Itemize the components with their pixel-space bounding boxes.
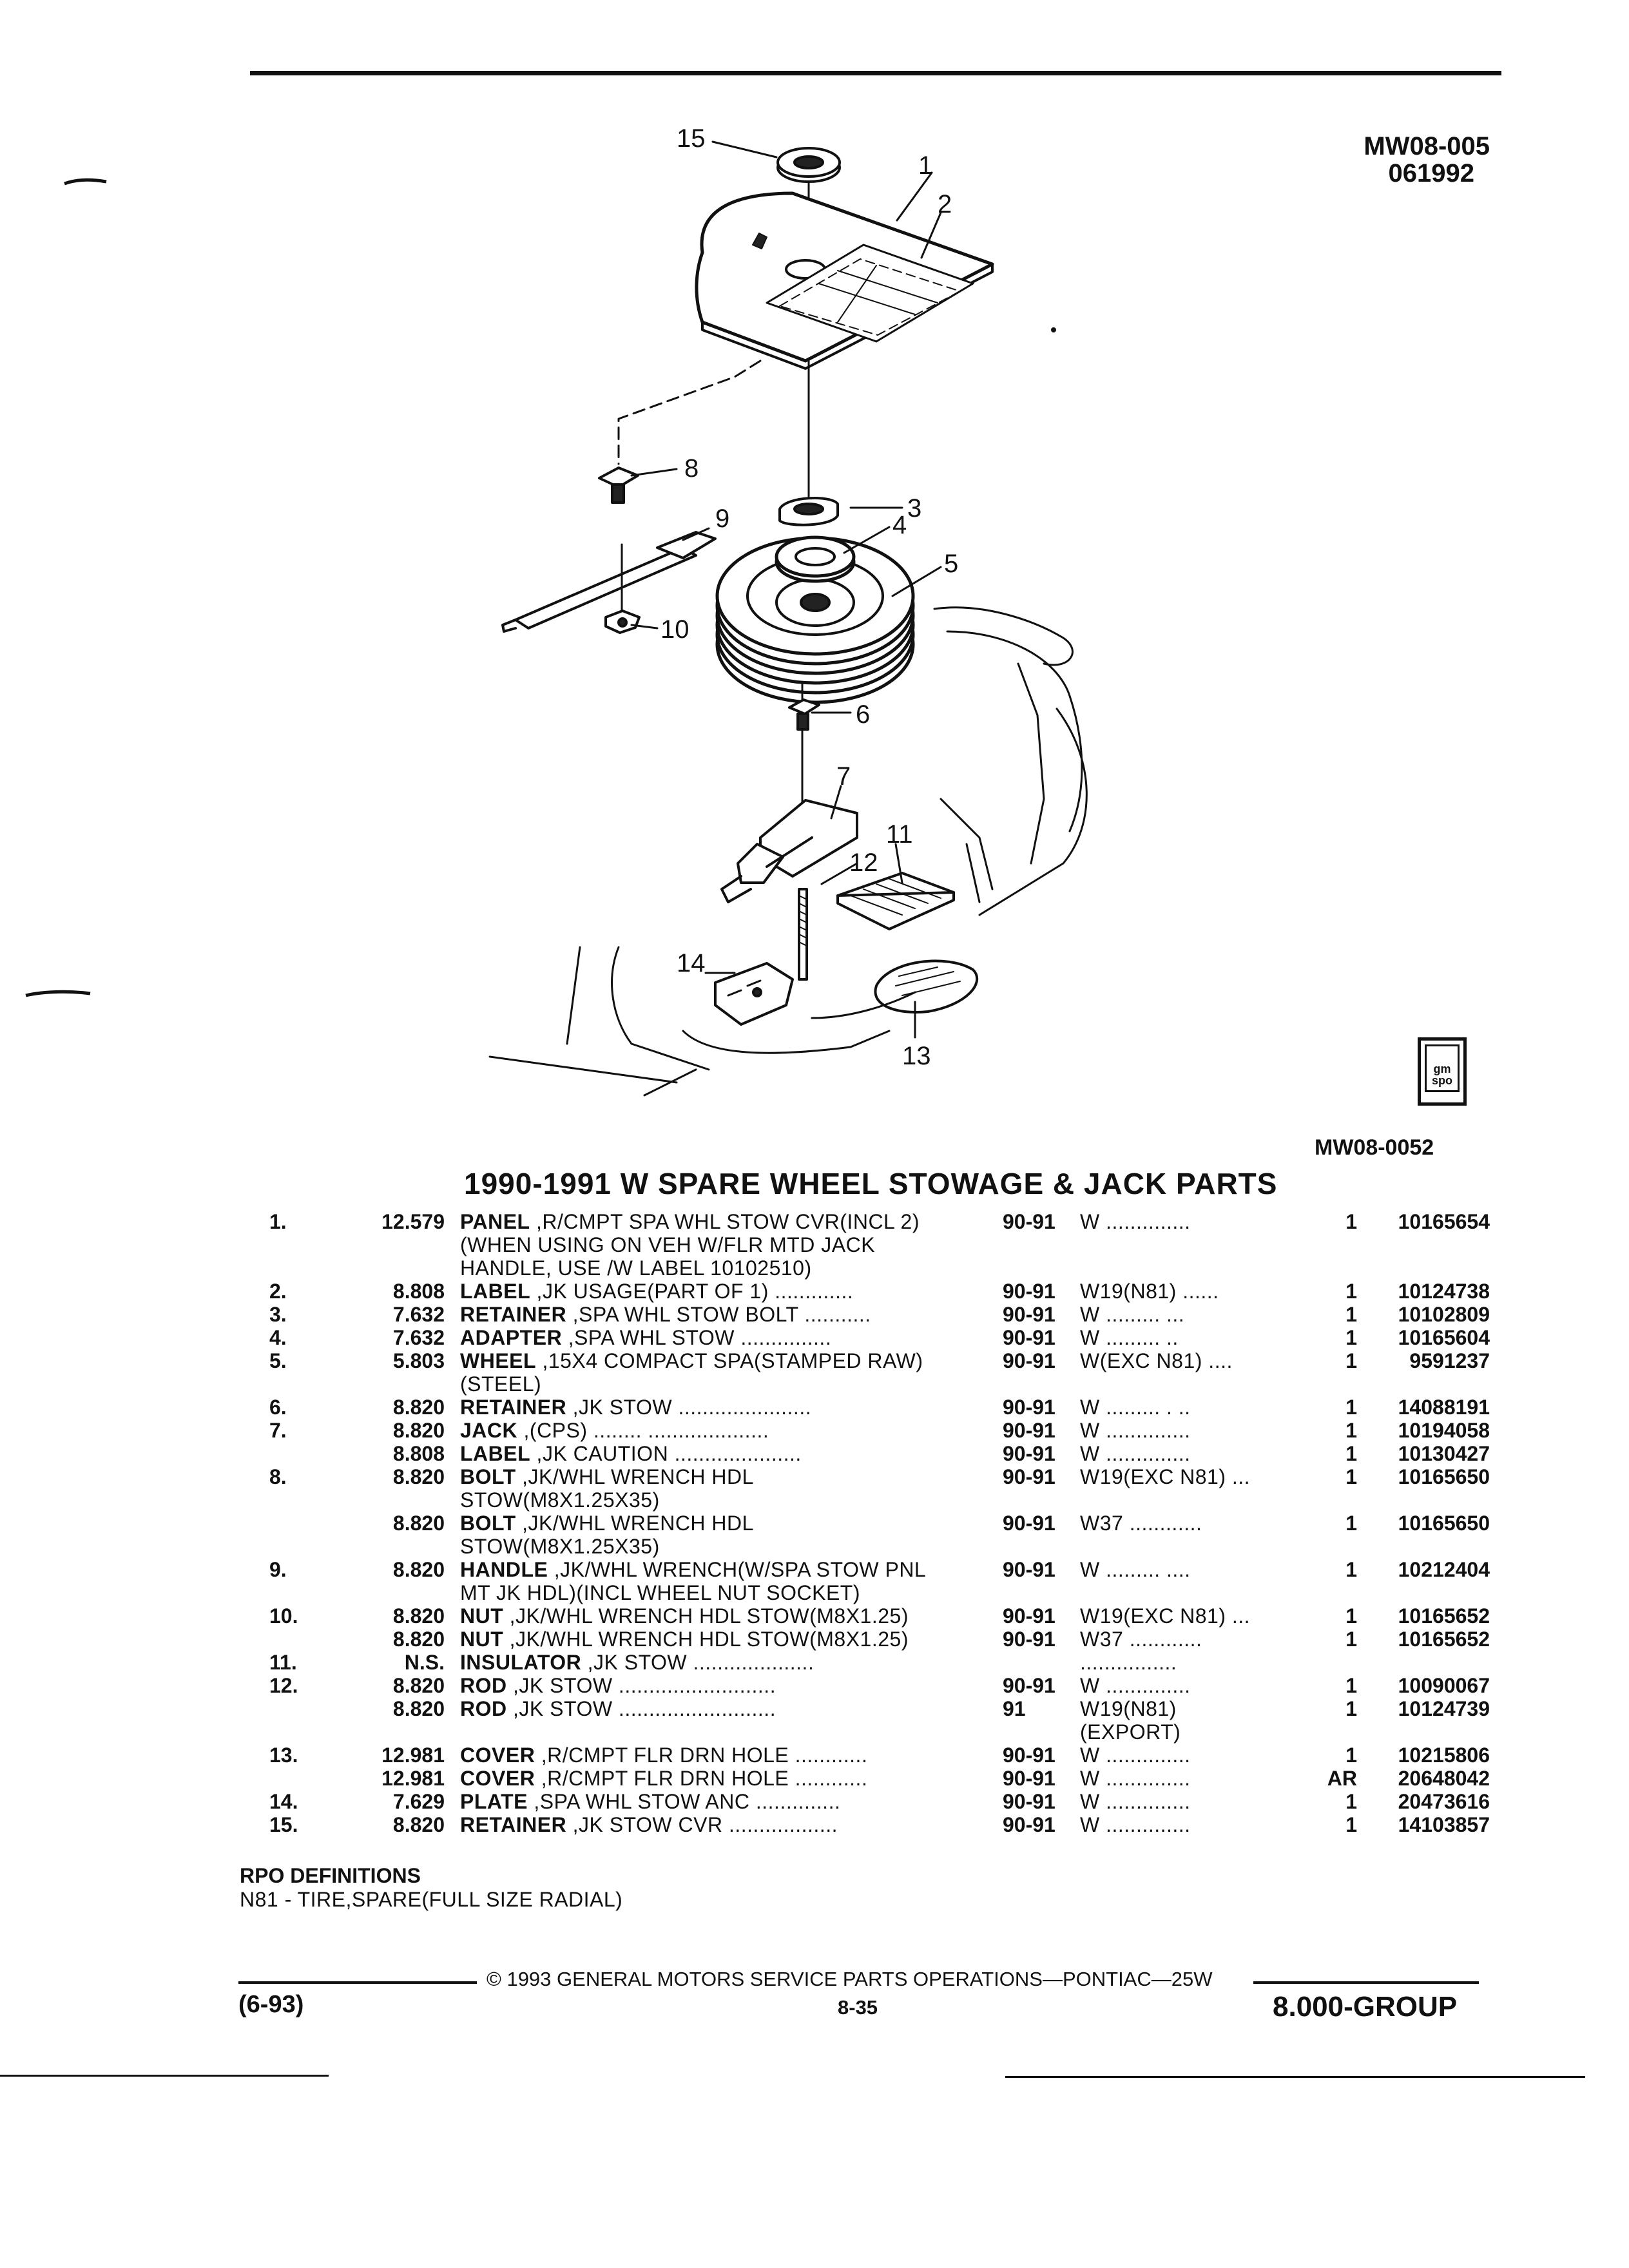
spare-wheel-cover-panel-1 (697, 193, 992, 369)
part-description: ROD ,JK STOW .......................... (460, 1674, 776, 1697)
item-number (269, 1442, 329, 1465)
illustration-code: MW08-005 (1364, 132, 1490, 160)
part-number: 10090067 (1398, 1674, 1490, 1697)
part-number: 10165652 (1398, 1628, 1490, 1651)
part-description: STOW(M8X1.25X35) (460, 1488, 660, 1512)
quantity: 1 (1345, 1674, 1357, 1697)
model-codes (1080, 1256, 1315, 1280)
part-number: 10212404 (1398, 1558, 1490, 1581)
part-description: (STEEL) (460, 1372, 542, 1396)
model-codes: W .............. (1080, 1419, 1191, 1442)
part-number (1367, 1372, 1490, 1396)
part-name: RETAINER (460, 1813, 567, 1836)
part-number: 9591237 (1409, 1349, 1490, 1372)
table-row (269, 1396, 1490, 1419)
callout-3: 3 (907, 494, 922, 523)
group-page-ref: 8.820 (392, 1674, 445, 1697)
callout-2: 2 (938, 190, 952, 218)
part-number (1367, 1535, 1490, 1558)
table-row (269, 1651, 1490, 1674)
group-page-ref: 7.629 (392, 1790, 445, 1813)
table-row (269, 1280, 1490, 1303)
part-number: 10130427 (1398, 1442, 1490, 1465)
retainer-cover-15 (778, 148, 840, 182)
part-description: RETAINER ,JK STOW CVR .................. (460, 1813, 838, 1836)
model-years: 90-91 (1003, 1512, 1055, 1535)
model-years: 90-91 (1003, 1303, 1055, 1326)
model-codes: W .............. (1080, 1813, 1191, 1836)
footer-rule-left (238, 1981, 477, 1984)
group-page-ref (329, 1581, 460, 1604)
part-description: HANDLE ,JK/WHL WRENCH(W/SPA STOW PNL (460, 1558, 927, 1581)
quantity (1315, 1535, 1367, 1558)
page-number: 8-35 (838, 1996, 878, 2019)
quantity: 1 (1345, 1419, 1357, 1442)
model-years (1003, 1233, 1080, 1256)
part-name: INSULATOR (460, 1651, 582, 1674)
part-description: BOLT ,JK/WHL WRENCH HDL (460, 1465, 754, 1488)
quantity: AR (1327, 1767, 1357, 1790)
model-codes: W .............. (1080, 1767, 1191, 1790)
model-codes (1080, 1581, 1315, 1604)
quantity (1315, 1372, 1367, 1396)
table-row (269, 1372, 1490, 1396)
item-number: 12. (269, 1674, 298, 1697)
part-number: 10165604 (1398, 1326, 1490, 1349)
part-name: PLATE (460, 1790, 528, 1813)
adapter-4 (776, 537, 854, 581)
part-number: 10102809 (1398, 1303, 1490, 1326)
model-years: 90-91 (1003, 1326, 1055, 1349)
item-number (269, 1256, 329, 1280)
model-years: 90-91 (1003, 1210, 1055, 1233)
model-years: 90-91 (1003, 1419, 1055, 1442)
model-codes: W .............. (1080, 1744, 1191, 1767)
callout-8: 8 (684, 454, 699, 483)
quantity: 1 (1345, 1813, 1357, 1836)
quantity: 1 (1345, 1697, 1357, 1720)
part-description: LABEL ,JK USAGE(PART OF 1) ............. (460, 1280, 854, 1303)
model-codes: W19(EXC N81) ... (1080, 1465, 1251, 1488)
part-description: STOW(M8X1.25X35) (460, 1535, 660, 1558)
retainer-3 (780, 498, 838, 525)
part-number (1367, 1233, 1490, 1256)
quantity (1315, 1488, 1367, 1512)
table-row (269, 1744, 1490, 1767)
part-name: COVER (460, 1767, 535, 1790)
model-codes: W37 ............ (1080, 1512, 1202, 1535)
callout-10: 10 (660, 615, 689, 644)
item-number: 7. (269, 1419, 287, 1442)
table-row (269, 1442, 1490, 1465)
part-description: MT JK HDL)(INCL WHEEL NUT SOCKET) (460, 1581, 860, 1604)
part-number (1367, 1256, 1490, 1280)
model-years: 90-91 (1003, 1813, 1055, 1836)
part-name: COVER (460, 1744, 535, 1767)
part-name: HANDLE (460, 1558, 548, 1581)
table-row (269, 1628, 1490, 1651)
model-years (1003, 1535, 1080, 1558)
item-number (269, 1581, 329, 1604)
part-number: 10165650 (1398, 1512, 1490, 1535)
item-number: 2. (269, 1280, 287, 1303)
part-description: WHEEL ,15X4 COMPACT SPA(STAMPED RAW) (460, 1349, 923, 1372)
part-name: LABEL (460, 1280, 531, 1303)
item-number (269, 1767, 329, 1790)
logo-mark: gm spo (1425, 1044, 1460, 1092)
quantity: 1 (1345, 1349, 1357, 1372)
item-number (269, 1535, 329, 1558)
group-page-ref (329, 1233, 460, 1256)
group-number: 8.000-GROUP (1273, 1991, 1458, 2023)
part-number (1367, 1720, 1490, 1744)
part-description: HANDLE, USE /W LABEL 10102510) (460, 1256, 812, 1280)
model-years: 90-91 (1003, 1396, 1055, 1419)
callout-6: 6 (856, 700, 871, 729)
illustration-date: 061992 (1388, 159, 1474, 187)
group-page-ref: 7.632 (392, 1326, 445, 1349)
table-row (269, 1419, 1490, 1442)
quantity: 1 (1345, 1465, 1357, 1488)
group-page-ref: 8.820 (392, 1628, 445, 1651)
model-codes: W19(EXC N81) ... (1080, 1604, 1251, 1628)
part-number (1367, 1488, 1490, 1512)
quantity (1315, 1720, 1367, 1744)
model-codes: W(EXC N81) .... (1080, 1349, 1233, 1372)
part-description: RETAINER ,SPA WHL STOW BOLT ........... (460, 1303, 871, 1326)
revision-date: (6-93) (238, 1991, 304, 2018)
model-years (1003, 1581, 1080, 1604)
figure-id: MW08-0052 (1315, 1135, 1434, 1160)
callout-1: 1 (918, 151, 933, 180)
model-codes: W ......... . .. (1080, 1396, 1191, 1419)
model-codes: W .............. (1080, 1442, 1191, 1465)
quantity: 1 (1345, 1512, 1357, 1535)
group-page-ref: 8.820 (392, 1512, 445, 1535)
model-years: 90-91 (1003, 1349, 1055, 1372)
group-page-ref (329, 1372, 460, 1396)
quantity: 1 (1345, 1396, 1357, 1419)
group-page-ref: 5.803 (392, 1349, 445, 1372)
group-page-ref: 8.820 (392, 1604, 445, 1628)
footer-rule-right (1253, 1981, 1479, 1984)
gm-spo-logo (1418, 1037, 1467, 1106)
group-page-ref: 8.808 (392, 1442, 445, 1465)
table-row (269, 1233, 1490, 1256)
part-description: PANEL ,R/CMPT SPA WHL STOW CVR(INCL 2) (460, 1210, 920, 1233)
part-name: BOLT (460, 1465, 516, 1488)
part-number: 10165654 (1398, 1210, 1490, 1233)
model-years: 91 (1003, 1697, 1026, 1720)
group-page-ref: N.S. (404, 1651, 445, 1674)
item-number: 14. (269, 1790, 298, 1813)
table-row (269, 1790, 1490, 1813)
part-description: BOLT ,JK/WHL WRENCH HDL (460, 1512, 754, 1535)
part-name: NUT (460, 1604, 504, 1628)
part-number: 10165650 (1398, 1465, 1490, 1488)
part-number: 10194058 (1398, 1419, 1490, 1442)
quantity: 1 (1345, 1604, 1357, 1628)
model-codes: W19(N81) ...... (1080, 1280, 1219, 1303)
table-row (269, 1303, 1490, 1326)
callout-11: 11 (886, 820, 913, 849)
item-number: 5. (269, 1349, 287, 1372)
group-page-ref (329, 1720, 460, 1744)
page-title: 1990-1991 W SPARE WHEEL STOWAGE & JACK PARTS (464, 1167, 1278, 1200)
item-number: 8. (269, 1465, 287, 1488)
bolt-8 (599, 468, 638, 503)
quantity: 1 (1345, 1280, 1357, 1303)
item-number (269, 1697, 329, 1720)
quantity (1315, 1256, 1367, 1280)
model-years (1003, 1651, 1080, 1674)
part-description (460, 1720, 1003, 1744)
group-page-ref: 12.981 (381, 1744, 445, 1767)
model-codes: W ......... .. (1080, 1326, 1179, 1349)
group-page-ref: 8.820 (392, 1465, 445, 1488)
quantity (1315, 1233, 1367, 1256)
callout-14: 14 (677, 949, 706, 977)
part-description: RETAINER ,JK STOW ...................... (460, 1396, 812, 1419)
item-number (269, 1720, 329, 1744)
quantity: 1 (1345, 1628, 1357, 1651)
table-row (269, 1488, 1490, 1512)
part-number: 14088191 (1398, 1396, 1490, 1419)
item-number: 4. (269, 1326, 287, 1349)
item-number: 1. (269, 1210, 287, 1233)
group-page-ref: 7.632 (392, 1303, 445, 1326)
group-page-ref: 8.820 (392, 1813, 445, 1836)
jack-retainer-6 (789, 700, 819, 729)
table-row (269, 1558, 1490, 1581)
copyright-line: © 1993 GENERAL MOTORS SERVICE PARTS OPERATIONS—PONTIAC—25W (487, 1968, 1213, 1990)
table-row (269, 1349, 1490, 1372)
table-row (269, 1767, 1490, 1790)
part-number: 10165652 (1398, 1604, 1490, 1628)
model-codes: W ......... .... (1080, 1558, 1191, 1581)
model-codes: W .............. (1080, 1674, 1191, 1697)
part-name: PANEL (460, 1210, 530, 1233)
part-description: ROD ,JK STOW .......................... (460, 1697, 776, 1720)
model-years: 90-91 (1003, 1280, 1055, 1303)
part-number: 10215806 (1398, 1744, 1490, 1767)
bottom-scan-rule-right (1005, 2076, 1585, 2078)
part-name: JACK (460, 1419, 518, 1442)
part-number: 10124739 (1398, 1697, 1490, 1720)
part-description: (WHEN USING ON VEH W/FLR MTD JACK (460, 1233, 876, 1256)
model-years: 90-91 (1003, 1790, 1055, 1813)
rpo-definition-line: N81 - TIRE,SPARE(FULL SIZE RADIAL) (240, 1888, 623, 1911)
group-page-ref: 8.820 (392, 1396, 445, 1419)
jack-rod-12 (799, 889, 807, 979)
jack-7 (722, 800, 857, 902)
model-years: 90-91 (1003, 1465, 1055, 1488)
callout-15: 15 (677, 124, 706, 153)
model-codes (1080, 1372, 1315, 1396)
part-number: 10124738 (1398, 1280, 1490, 1303)
item-number: 6. (269, 1396, 287, 1419)
part-number: 20473616 (1398, 1790, 1490, 1813)
part-name: RETAINER (460, 1396, 567, 1419)
model-codes (1080, 1488, 1315, 1512)
callout-13: 13 (902, 1042, 931, 1070)
part-name: ROD (460, 1674, 507, 1697)
part-number: 14103857 (1398, 1813, 1490, 1836)
part-name: NUT (460, 1628, 504, 1651)
insulator-11 (838, 873, 954, 929)
callout-9: 9 (715, 505, 730, 533)
table-row (269, 1326, 1490, 1349)
quantity: 1 (1345, 1744, 1357, 1767)
quantity: 1 (1345, 1442, 1357, 1465)
group-page-ref (329, 1256, 460, 1280)
item-number (269, 1512, 329, 1535)
table-row (269, 1535, 1490, 1558)
model-years (1003, 1488, 1080, 1512)
model-years: 90-91 (1003, 1628, 1055, 1651)
quantity: 1 (1345, 1210, 1357, 1233)
part-name: RETAINER (460, 1303, 567, 1326)
part-description: NUT ,JK/WHL WRENCH HDL STOW(M8X1.25) (460, 1604, 909, 1628)
model-codes: (EXPORT) (1080, 1720, 1181, 1744)
model-codes (1080, 1535, 1315, 1558)
part-name: BOLT (460, 1512, 516, 1535)
group-page-ref (329, 1488, 460, 1512)
model-codes: ................ (1080, 1651, 1177, 1674)
nut-10 (606, 611, 639, 633)
item-number: 9. (269, 1558, 287, 1581)
item-number (269, 1628, 329, 1651)
model-years: 90-91 (1003, 1442, 1055, 1465)
model-codes: W ......... ... (1080, 1303, 1185, 1326)
model-codes: W37 ............ (1080, 1628, 1202, 1651)
part-name: LABEL (460, 1442, 531, 1465)
rpo-heading: RPO DEFINITIONS (240, 1864, 421, 1887)
model-codes: W19(N81) (1080, 1697, 1177, 1720)
table-row (269, 1210, 1490, 1233)
item-number (269, 1488, 329, 1512)
item-number: 11. (269, 1651, 297, 1674)
bottom-scan-rule (0, 2075, 329, 2077)
callout-7: 7 (836, 762, 851, 791)
table-row (269, 1512, 1490, 1535)
callout-5: 5 (944, 550, 959, 578)
table-row (269, 1720, 1490, 1744)
model-years (1003, 1720, 1080, 1744)
group-page-ref: 8.820 (392, 1558, 445, 1581)
part-description: COVER ,R/CMPT FLR DRN HOLE ............ (460, 1744, 868, 1767)
model-years (1003, 1256, 1080, 1280)
part-description: ADAPTER ,SPA WHL STOW ............... (460, 1326, 832, 1349)
table-row (269, 1697, 1490, 1720)
table-row (269, 1581, 1490, 1604)
part-description: PLATE ,SPA WHL STOW ANC .............. (460, 1790, 841, 1813)
item-number: 10. (269, 1604, 298, 1628)
model-codes (1080, 1233, 1315, 1256)
model-codes: W .............. (1080, 1790, 1191, 1813)
item-number (269, 1233, 329, 1256)
quantity: 1 (1345, 1558, 1357, 1581)
part-description: JACK ,(CPS) ........ .................... (460, 1419, 769, 1442)
drain-hole-cover-13 (875, 961, 977, 1012)
callout-12: 12 (849, 849, 878, 877)
quantity: 1 (1345, 1790, 1357, 1813)
part-description: INSULATOR ,JK STOW .................... (460, 1651, 815, 1674)
quantity: 1 (1345, 1303, 1357, 1326)
model-years: 90-91 (1003, 1558, 1055, 1581)
item-number (269, 1372, 329, 1396)
group-page-ref: 8.820 (392, 1697, 445, 1720)
callout-4: 4 (892, 511, 907, 539)
model-years: 90-91 (1003, 1674, 1055, 1697)
parts-table (269, 1210, 1490, 1836)
part-number (1367, 1651, 1490, 1674)
item-number: 13. (269, 1744, 298, 1767)
table-row (269, 1604, 1490, 1628)
group-page-ref: 8.808 (392, 1280, 445, 1303)
part-description: NUT ,JK/WHL WRENCH HDL STOW(M8X1.25) (460, 1628, 909, 1651)
model-years: 90-91 (1003, 1744, 1055, 1767)
table-row (269, 1256, 1490, 1280)
part-description: LABEL ,JK CAUTION ..................... (460, 1442, 802, 1465)
group-page-ref: 12.981 (381, 1767, 445, 1790)
model-codes: W .............. (1080, 1210, 1191, 1233)
item-number: 3. (269, 1303, 287, 1326)
table-row (269, 1674, 1490, 1697)
part-name: ADAPTER (460, 1326, 563, 1349)
group-page-ref (329, 1535, 460, 1558)
model-years: 90-91 (1003, 1604, 1055, 1628)
part-name: WHEEL (460, 1349, 537, 1372)
table-row (269, 1813, 1490, 1836)
part-number: 20648042 (1398, 1767, 1490, 1790)
model-years: 90-91 (1003, 1767, 1055, 1790)
part-description: COVER ,R/CMPT FLR DRN HOLE ............ (460, 1767, 868, 1790)
model-years (1003, 1372, 1080, 1396)
part-name: ROD (460, 1697, 507, 1720)
quantity (1315, 1581, 1367, 1604)
quantity (1315, 1651, 1367, 1674)
item-number: 15. (269, 1813, 298, 1836)
group-page-ref: 12.579 (381, 1210, 445, 1233)
part-number (1367, 1581, 1490, 1604)
table-row (269, 1465, 1490, 1488)
quantity: 1 (1345, 1326, 1357, 1349)
group-page-ref: 8.820 (392, 1419, 445, 1442)
